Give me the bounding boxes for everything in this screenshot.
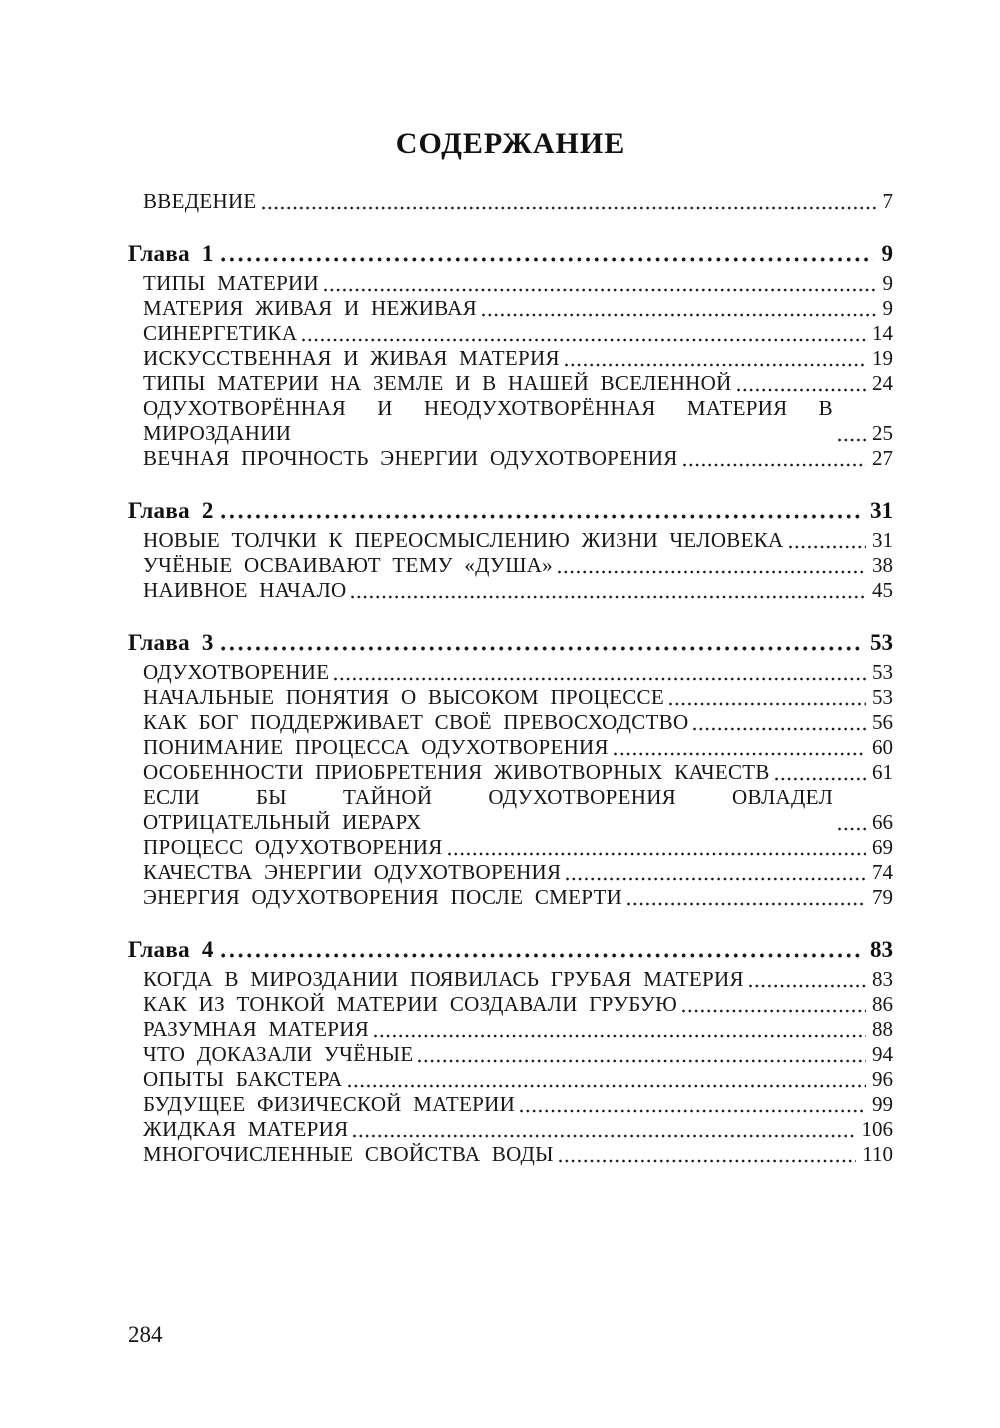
chapter-heading-row xyxy=(128,630,893,655)
toc-entry-label: ПРОЦЕСС ОДУХОТВОРЕНИЯ xyxy=(143,835,443,859)
toc-entry-page: 86 xyxy=(872,992,893,1016)
dot-leader xyxy=(789,545,867,549)
toc-entry-row xyxy=(143,346,893,371)
dot-leader xyxy=(627,902,866,906)
dot-leader xyxy=(482,313,877,317)
toc-entry-row xyxy=(143,992,893,1017)
dot-leader xyxy=(669,702,866,706)
toc-entry-row xyxy=(143,760,893,785)
chapter-section xyxy=(128,241,893,471)
toc-entry-label: ЕСЛИ БЫ ТАЙНОЙ ОДУХОТВОРЕНИЯ ОВЛАДЕЛ ОТРИЦАТЕЛЬНЫЙ ИЕРАРХ xyxy=(143,785,833,834)
toc-entry-row xyxy=(143,660,893,685)
dot-leader xyxy=(302,338,866,342)
chapter-page: 83 xyxy=(870,937,893,962)
dot-leader xyxy=(348,1084,867,1088)
toc-entry-label: ВЕЧНАЯ ПРОЧНОСТЬ ЭНЕРГИИ ОДУХОТВОРЕНИЯ xyxy=(143,446,678,470)
toc-entry-label: ПОНИМАНИЕ ПРОЦЕССА ОДУХОТВОРЕНИЯ xyxy=(143,735,609,759)
toc-entry-page: 27 xyxy=(872,446,893,470)
chapter-title: Глава 4 xyxy=(128,937,214,962)
toc-entry-label: ОСОБЕННОСТИ ПРИОБРЕТЕНИЯ ЖИВОТВОРНЫХ КАЧЕСТВ xyxy=(143,760,770,784)
toc-entry-page: 79 xyxy=(872,885,893,909)
book-page-number: 284 xyxy=(128,1322,163,1347)
toc-entry-row xyxy=(143,446,893,471)
toc-entry-row xyxy=(143,1067,893,1092)
chapter-title: Глава 3 xyxy=(128,630,214,655)
toc-entry-page: 9 xyxy=(882,271,893,295)
toc-entry-page: 14 xyxy=(872,321,893,345)
toc-entry-label: МАТЕРИЯ ЖИВАЯ И НЕЖИВАЯ xyxy=(143,296,477,320)
toc-entry-row xyxy=(143,785,893,835)
toc-entry-page: 45 xyxy=(872,578,893,602)
dot-leader xyxy=(749,984,866,988)
dot-leader xyxy=(775,777,866,781)
dot-leader xyxy=(324,288,877,292)
dot-leader xyxy=(374,1034,866,1038)
toc-entry-row xyxy=(143,553,893,578)
toc-entry-row xyxy=(143,860,893,885)
toc-entry-page: 25 xyxy=(872,421,893,445)
toc-entry-row xyxy=(143,710,893,735)
dot-leader xyxy=(566,877,866,881)
chapter-heading-row xyxy=(128,498,893,523)
toc-entry-row xyxy=(143,685,893,710)
toc-entry-page: 94 xyxy=(872,1042,893,1066)
toc-entry-label: ЖИДКАЯ МАТЕРИЯ xyxy=(143,1117,349,1141)
chapter-heading-row xyxy=(128,241,893,266)
dot-leader xyxy=(559,1159,856,1163)
toc-entry-label: ВВЕДЕНИЕ xyxy=(143,189,257,213)
toc-entry-row xyxy=(143,835,893,860)
toc-entry-row xyxy=(143,1142,893,1167)
dot-leader xyxy=(262,206,877,210)
dot-leader xyxy=(221,646,861,651)
dot-leader xyxy=(565,363,866,367)
toc-entry-row xyxy=(143,371,893,396)
toc-entry-label: КОГДА В МИРОЗДАНИИ ПОЯВИЛАСЬ ГРУБАЯ МАТЕРИЯ xyxy=(143,967,744,991)
toc-entry-page: 88 xyxy=(872,1017,893,1041)
chapter-heading-row xyxy=(128,937,893,962)
toc-entry-label: ЧТО ДОКАЗАЛИ УЧЁНЫЕ xyxy=(143,1042,414,1066)
toc-entry-page: 83 xyxy=(872,967,893,991)
chapter-page: 31 xyxy=(870,498,893,523)
toc-entry-row xyxy=(143,1017,893,1042)
toc-entry-row xyxy=(143,885,893,910)
toc-entry-label: ЭНЕРГИЯ ОДУХОТВОРЕНИЯ ПОСЛЕ СМЕРТИ xyxy=(143,885,623,909)
toc-entry-page: 7 xyxy=(882,189,893,213)
toc-entry-page: 31 xyxy=(872,528,893,552)
toc-entry-row xyxy=(143,1042,893,1067)
toc-entry-page: 38 xyxy=(872,553,893,577)
toc-entry-page: 53 xyxy=(872,685,893,709)
toc-entry-label: КАЧЕСТВА ЭНЕРГИИ ОДУХОТВОРЕНИЯ xyxy=(143,860,562,884)
toc-entry-page: 106 xyxy=(861,1117,893,1141)
dot-leader xyxy=(351,595,866,599)
toc-entry-page: 99 xyxy=(872,1092,893,1116)
dot-leader xyxy=(683,463,866,467)
toc-entry-introduction xyxy=(143,189,893,214)
dot-leader xyxy=(838,438,866,442)
toc-entry-label: ТИПЫ МАТЕРИИ НА ЗЕМЛЕ И В НАШЕЙ ВСЕЛЕННОЙ xyxy=(143,371,732,395)
toc-entry-label: НОВЫЕ ТОЛЧКИ К ПЕРЕОСМЫСЛЕНИЮ ЖИЗНИ ЧЕЛОВЕКА xyxy=(143,528,784,552)
dot-leader xyxy=(221,257,873,262)
toc-entry-label: КАК ИЗ ТОНКОЙ МАТЕРИИ СОЗДАВАЛИ ГРУБУЮ xyxy=(143,992,677,1016)
toc-entry-row xyxy=(143,271,893,296)
table-of-contents xyxy=(128,189,893,1167)
toc-entry-page: 60 xyxy=(872,735,893,759)
toc-entry-label: ОДУХОТВОРЁННАЯ И НЕОДУХОТВОРЁННАЯ МАТЕРИЯ В МИРОЗДАНИИ xyxy=(143,396,833,445)
dot-leader xyxy=(334,677,866,681)
toc-entry-label: МНОГОЧИСЛЕННЫЕ СВОЙСТВА ВОДЫ xyxy=(143,1142,554,1166)
toc-entry-page: 53 xyxy=(872,660,893,684)
toc-entry-page: 9 xyxy=(882,296,893,320)
toc-entry-page: 96 xyxy=(872,1067,893,1091)
dot-leader xyxy=(558,570,866,574)
toc-entry-page: 74 xyxy=(872,860,893,884)
dot-leader xyxy=(353,1134,855,1138)
toc-entry-label: ОДУХОТВОРЕНИЕ xyxy=(143,660,330,684)
toc-entry-label: НАЧАЛЬНЫЕ ПОНЯТИЯ О ВЫСОКОМ ПРОЦЕССЕ xyxy=(143,685,664,709)
toc-title: СОДЕРЖАНИЕ xyxy=(395,127,626,160)
toc-entry-page: 56 xyxy=(872,710,893,734)
toc-entry-row xyxy=(143,296,893,321)
dot-leader xyxy=(737,388,866,392)
dot-leader xyxy=(448,852,866,856)
chapter-section xyxy=(128,937,893,1167)
toc-entry-page: 66 xyxy=(872,810,893,834)
toc-entry-page: 61 xyxy=(872,760,893,784)
toc-entry-row xyxy=(143,321,893,346)
toc-entry-label: УЧЁНЫЕ ОСВАИВАЮТ ТЕМУ «ДУША» xyxy=(143,553,553,577)
toc-entry-page: 69 xyxy=(872,835,893,859)
toc-entry-row xyxy=(143,1117,893,1142)
dot-leader xyxy=(693,727,866,731)
toc-entry-page: 19 xyxy=(872,346,893,370)
toc-entry-row xyxy=(143,1092,893,1117)
toc-entry-label: НАИВНОЕ НАЧАЛО xyxy=(143,578,347,602)
toc-entry-label: КАК БОГ ПОДДЕРЖИВАЕТ СВОЁ ПРЕВОСХОДСТВО xyxy=(143,710,689,734)
toc-entry-label: РАЗУМНАЯ МАТЕРИЯ xyxy=(143,1017,370,1041)
toc-entry-page: 24 xyxy=(872,371,893,395)
chapter-section xyxy=(128,630,893,910)
chapter-title: Глава 1 xyxy=(128,241,214,266)
toc-entry-row xyxy=(143,578,893,603)
toc-entry-row xyxy=(143,735,893,760)
dot-leader xyxy=(520,1109,866,1113)
toc-entry-label: ОПЫТЫ БАКСТЕРА xyxy=(143,1067,343,1091)
dot-leader xyxy=(614,752,866,756)
toc-entry-label: БУДУЩЕЕ ФИЗИЧЕСКОЙ МАТЕРИИ xyxy=(143,1092,516,1116)
toc-entry-label: ИСКУССТВЕННАЯ И ЖИВАЯ МАТЕРИЯ xyxy=(143,346,560,370)
dot-leader xyxy=(682,1009,866,1013)
chapter-page: 9 xyxy=(881,241,893,266)
chapter-title: Глава 2 xyxy=(128,498,214,523)
toc-entry-label: СИНЕРГЕТИКА xyxy=(143,321,298,345)
dot-leader xyxy=(838,827,866,831)
toc-entry-row xyxy=(143,528,893,553)
chapter-page: 53 xyxy=(870,630,893,655)
dot-leader xyxy=(221,953,861,958)
dot-leader xyxy=(221,514,861,519)
toc-entry-row xyxy=(143,396,893,446)
toc-entry-label: ТИПЫ МАТЕРИИ xyxy=(143,271,319,295)
chapter-section xyxy=(128,498,893,603)
dot-leader xyxy=(418,1059,866,1063)
toc-entry-row xyxy=(143,967,893,992)
toc-entry-page: 110 xyxy=(862,1142,893,1166)
